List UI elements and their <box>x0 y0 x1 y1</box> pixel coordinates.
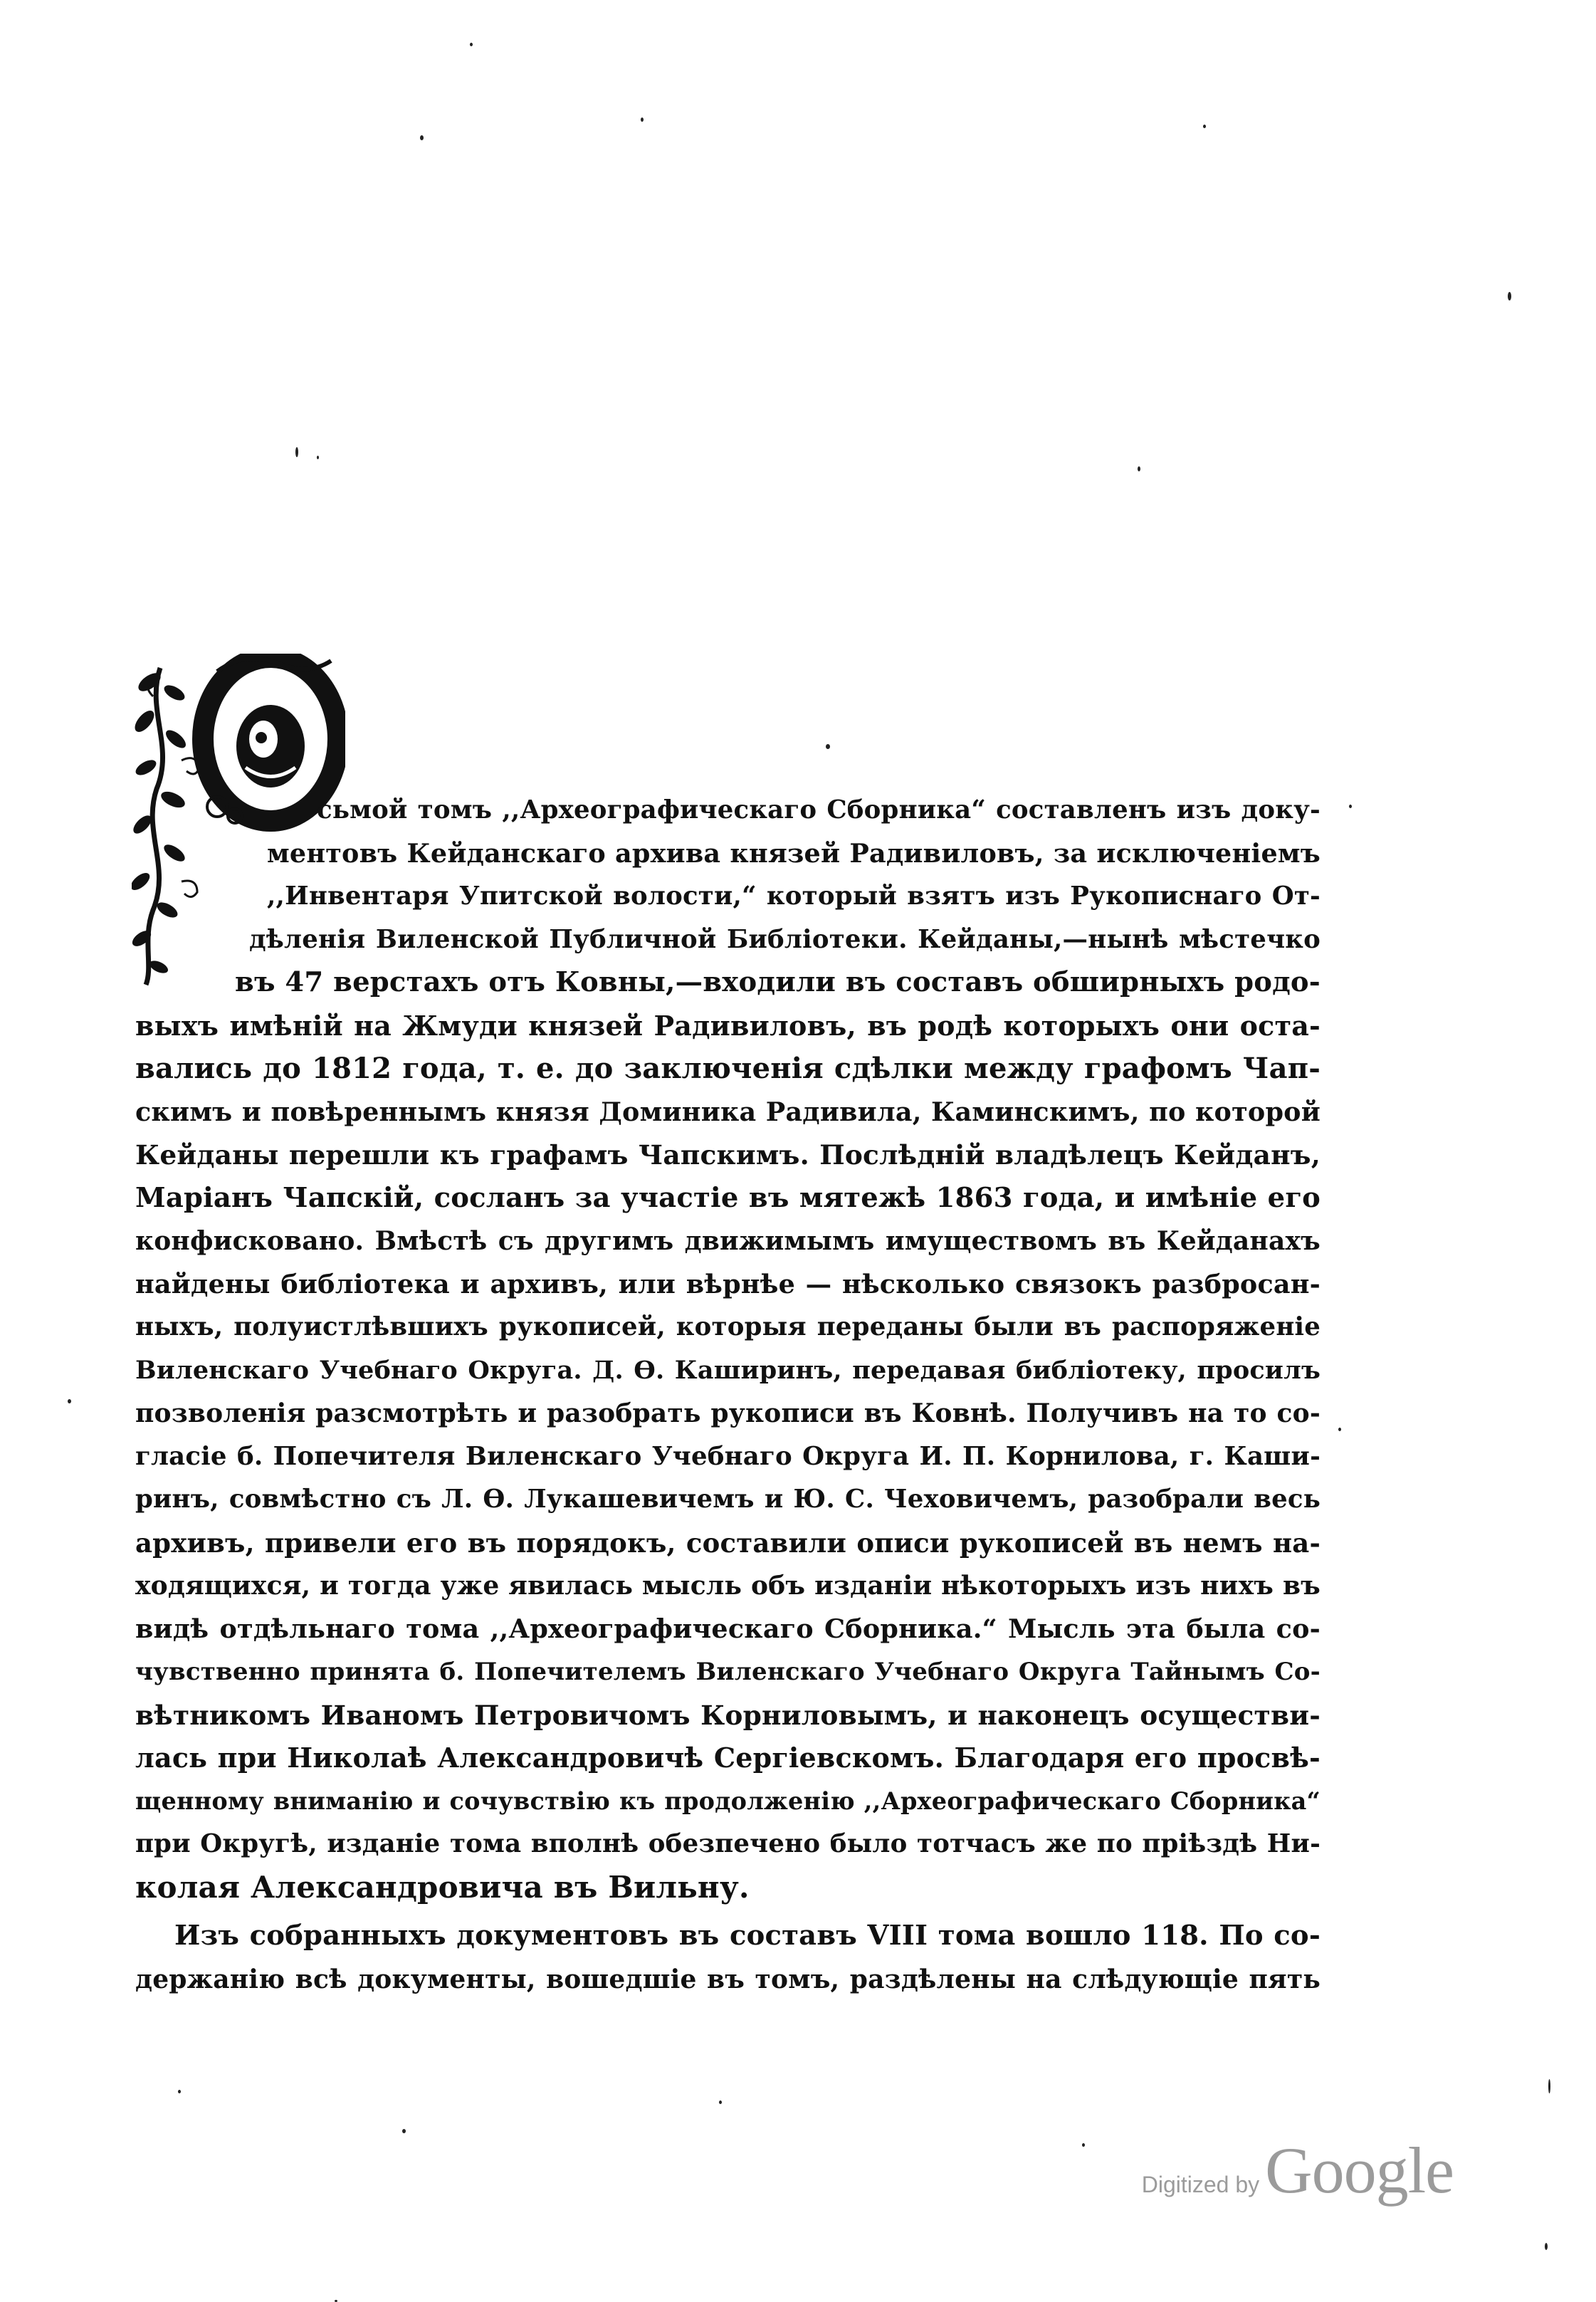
text-line: выхъ имѣній на Жмуди князей Радивиловъ, въ родѣ которыхъ они оста- <box>135 1009 1321 1042</box>
text-line: вались до 1812 года, т. е. до заключенія сдѣлки между графомъ Чап- <box>135 1052 1321 1085</box>
text-line: конфисковано. Вмѣстѣ съ другимъ движимымъ имуществомъ въ Кейданахъ <box>135 1226 1321 1256</box>
scan-speck <box>295 447 298 457</box>
text-line: въ 47 верстахъ отъ Ковны,—входили въ составъ обширныхъ родо- <box>235 966 1321 998</box>
text-line: Виленскаго Учебнаго Округа. Д. Ѳ. Каширинъ, передавая библіотеку, просилъ <box>135 1355 1321 1385</box>
scan-speck <box>1508 292 1511 300</box>
scan-speck <box>1082 2143 1085 2147</box>
text-line: при Округѣ, изданіе тома вполнѣ обезпечено было тотчасъ же по пріѣздѣ Ни- <box>135 1829 1321 1858</box>
text-line: щенному вниманію и сочувствію къ продолженію ,,Археографическаго Сборника“ <box>135 1786 1321 1815</box>
text-line: гласіе б. Попечителя Виленскаго Учебнаго Округа И. П. Корнилова, г. Каши- <box>135 1441 1321 1471</box>
text-line: ныхъ, полуистлѣвшихъ рукописей, которыя переданы были въ распоряженіе <box>135 1312 1321 1341</box>
scan-speck <box>420 135 424 140</box>
scan-speck <box>1338 1428 1341 1431</box>
scan-speck <box>470 43 473 46</box>
text-line: Кейданы перешли къ графамъ Чапскимъ. Послѣдній владѣлецъ Кейданъ, <box>135 1139 1321 1171</box>
text-line: ходящихся, и тогда уже явилась мысль объ изданіи нѣкоторыхъ изъ нихъ въ <box>135 1571 1321 1601</box>
text-line: видѣ отдѣльнаго тома ,,Археографическаго Сборника.“ Мысль эта была со- <box>135 1613 1321 1644</box>
digitized-watermark <box>1142 2133 1454 2208</box>
watermark-prefix: Digitized by <box>1141 2172 1260 2197</box>
text-line: ,,Инвентаря Упитской волости,“ который взятъ изъ Рукописнаго От- <box>267 881 1321 911</box>
text-line: сьмой томъ ,,Археографическаго Сборника“ составленъ изъ доку- <box>317 795 1321 825</box>
text-line: скимъ и повѣреннымъ князя Доминика Радивила, Каминскимъ, по которой <box>135 1096 1321 1127</box>
text-line: Изъ собранныхъ документовъ въ составъ VIII тома вошло 118. По со- <box>174 1920 1321 1952</box>
text-line: дѣленія Виленской Публичной Библіотеки. Кейданы,—нынѣ мѣстечко <box>249 924 1321 954</box>
scan-speck <box>826 744 830 749</box>
text-line: найдены библіотека и архивъ, или вѣрнѣе — нѣсколько связокъ разбросан- <box>135 1268 1321 1299</box>
scan-speck <box>1349 805 1352 808</box>
text-line: держанію всѣ документы, вошедшіе въ томъ, раздѣлены на слѣдующіе пять <box>135 1964 1321 1994</box>
text-line: архивъ, привели его въ порядокъ, составили описи рукописей въ немъ на- <box>135 1527 1321 1559</box>
text-line: ринъ, совмѣстно съ Л. Ѳ. Лукашевичемъ и Ю. С. Чеховичемъ, разобрали весь <box>135 1485 1321 1514</box>
text-line: лась при Николаѣ Александровичѣ Сергіевскомъ. Благодаря его просвѣ- <box>135 1742 1321 1774</box>
scan-speck <box>719 2100 722 2104</box>
scan-speck <box>1138 466 1140 471</box>
text-line: ментовъ Кейданскаго архива князей Радивиловъ, за исключеніемъ <box>267 837 1321 869</box>
scan-speck <box>1203 125 1206 128</box>
scan-speck <box>402 2129 406 2133</box>
watermark-logo: Google <box>1265 2134 1454 2207</box>
scan-speck <box>641 117 644 122</box>
text-line: вѣтникомъ Иваномъ Петровичомъ Корниловымъ, и наконецъ осуществи- <box>135 1699 1321 1731</box>
scan-speck <box>1545 2243 1548 2250</box>
text-line: Маріанъ Чапскій, сосланъ за участіе въ мятежѣ 1863 года, и имѣніе его <box>135 1181 1321 1214</box>
page-body <box>135 789 1321 2001</box>
scan-speck <box>317 456 319 459</box>
scan-speck <box>68 1399 71 1403</box>
scan-speck <box>178 2090 181 2093</box>
text-line: чувственно принята б. Попечителемъ Виленскаго Учебнаго Округа Тайнымъ Со- <box>135 1658 1321 1686</box>
text-line: позволенія разсмотрѣть и разобрать рукописи въ Ковнѣ. Получивъ на то со- <box>135 1398 1321 1428</box>
scan-speck <box>1548 2079 1550 2093</box>
text-line: колая Александровича въ Вильну. <box>135 1869 750 1905</box>
